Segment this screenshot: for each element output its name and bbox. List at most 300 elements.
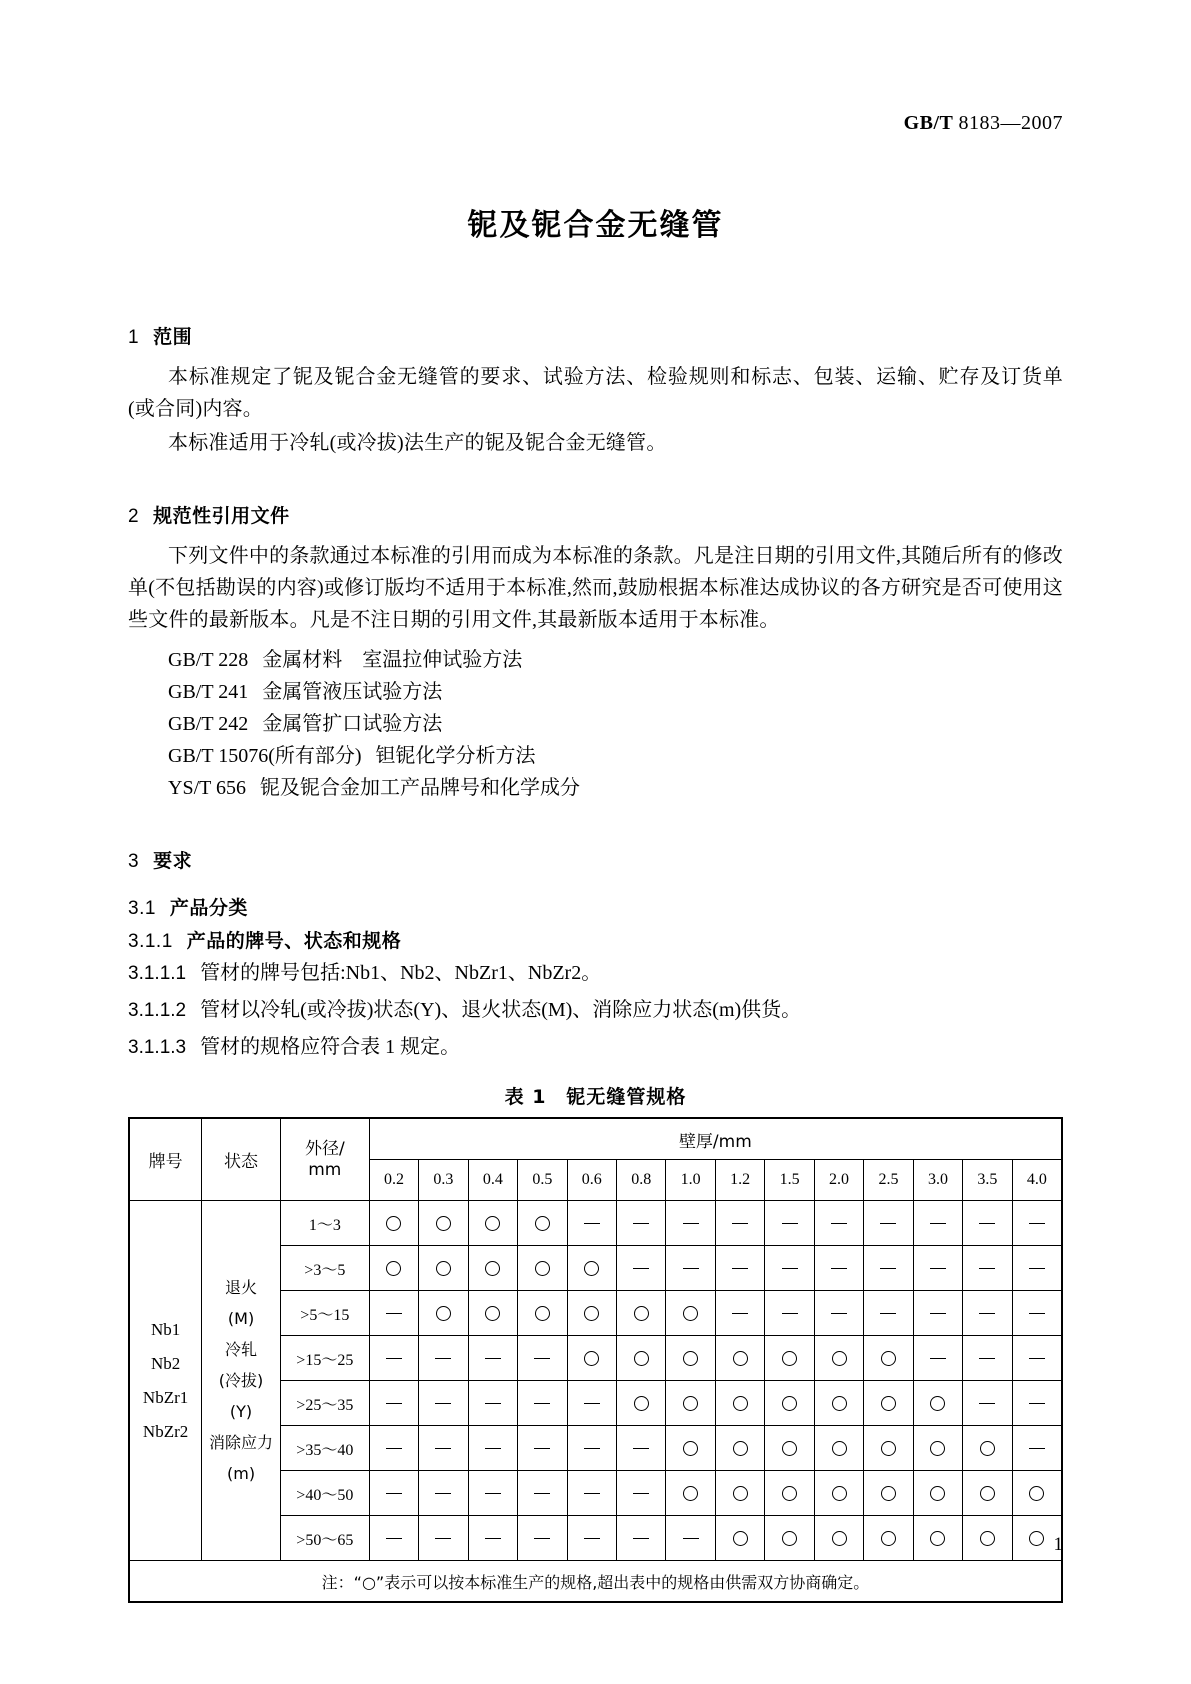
available-circle-icon — [733, 1396, 748, 1411]
mark-cell — [864, 1516, 913, 1561]
outer-diameter-cell: >15～25 — [280, 1336, 369, 1381]
unavailable-dash-icon — [386, 1358, 402, 1359]
available-circle-icon — [535, 1306, 550, 1321]
mark-cell — [468, 1516, 517, 1561]
column-header-grade: 牌号 — [129, 1118, 202, 1201]
section-heading-1 — [128, 322, 1063, 349]
mark-cell — [913, 1516, 962, 1561]
mark-cell — [567, 1516, 616, 1561]
section-heading-2 — [128, 501, 1063, 528]
wall-thickness-header: 0.6 — [567, 1160, 616, 1201]
mark-cell — [419, 1471, 468, 1516]
mark-cell — [765, 1516, 814, 1561]
mark-cell — [765, 1426, 814, 1471]
table-header-row-group — [129, 1118, 1062, 1160]
wall-thickness-header: 0.2 — [369, 1160, 418, 1201]
mark-cell — [765, 1381, 814, 1426]
unavailable-dash-icon — [386, 1538, 402, 1539]
available-circle-icon — [832, 1486, 847, 1501]
mark-cell — [617, 1426, 666, 1471]
grade-value: NbZr2 — [142, 1421, 189, 1441]
mark-cell — [1012, 1291, 1062, 1336]
available-circle-icon — [832, 1441, 847, 1456]
mark-cell — [666, 1246, 715, 1291]
unavailable-dash-icon — [880, 1268, 896, 1269]
mark-cell — [518, 1426, 567, 1471]
unavailable-dash-icon — [1029, 1268, 1045, 1269]
available-circle-icon — [782, 1396, 797, 1411]
reference-code: GB/T 15076(所有部分) — [168, 745, 362, 767]
mark-cell — [468, 1246, 517, 1291]
mark-cell — [518, 1201, 567, 1246]
unavailable-dash-icon — [683, 1268, 699, 1269]
mark-cell — [518, 1246, 567, 1291]
unavailable-dash-icon — [930, 1268, 946, 1269]
unavailable-dash-icon — [485, 1538, 501, 1539]
state-value: (冷拔) — [218, 1371, 264, 1390]
clause-number: 3.1.1.2 — [128, 1000, 187, 1021]
wall-thickness-header: 3.0 — [913, 1160, 962, 1201]
available-circle-icon — [832, 1396, 847, 1411]
unavailable-dash-icon — [633, 1268, 649, 1269]
mark-cell — [468, 1381, 517, 1426]
available-circle-icon — [535, 1261, 550, 1276]
state-value: (Y) — [229, 1402, 253, 1421]
od-unit-line1: 外径/ — [304, 1138, 345, 1159]
standard-code: GB/T — [903, 112, 953, 134]
mark-cell — [617, 1471, 666, 1516]
mark-cell — [468, 1471, 517, 1516]
available-circle-icon — [881, 1351, 896, 1366]
mark-cell — [963, 1426, 1012, 1471]
unavailable-dash-icon — [683, 1223, 699, 1224]
mark-cell — [864, 1471, 913, 1516]
unavailable-dash-icon — [485, 1448, 501, 1449]
available-circle-icon — [386, 1261, 401, 1276]
state-value: (m) — [227, 1464, 256, 1483]
table-note: 注：“○”表示可以按本标准生产的规格,超出表中的规格由供需双方协商确定。 — [129, 1561, 1062, 1603]
available-circle-icon — [832, 1531, 847, 1546]
unavailable-dash-icon — [584, 1538, 600, 1539]
unavailable-dash-icon — [633, 1223, 649, 1224]
available-circle-icon — [683, 1486, 698, 1501]
wall-thickness-header: 3.5 — [963, 1160, 1012, 1201]
clause-text: 管材的牌号包括:Nb1、Nb2、NbZr1、NbZr2。 — [200, 962, 602, 984]
list-item — [128, 644, 1063, 676]
section-heading-3-1 — [128, 893, 1063, 920]
available-circle-icon — [436, 1306, 451, 1321]
unavailable-dash-icon — [979, 1268, 995, 1269]
available-circle-icon — [634, 1351, 649, 1366]
mark-cell — [567, 1291, 616, 1336]
mark-cell — [419, 1426, 468, 1471]
mark-cell — [715, 1336, 764, 1381]
unavailable-dash-icon — [979, 1403, 995, 1404]
wall-thickness-header: 0.8 — [617, 1160, 666, 1201]
mark-cell — [468, 1291, 517, 1336]
clause-3-1-1-3 — [128, 1031, 1063, 1064]
spec-table — [128, 1117, 1063, 1603]
available-circle-icon — [733, 1351, 748, 1366]
available-circle-icon — [832, 1351, 847, 1366]
section-heading-3 — [128, 846, 1063, 873]
state-value: 消除应力 — [209, 1433, 274, 1452]
mark-cell — [864, 1336, 913, 1381]
mark-cell — [814, 1471, 863, 1516]
outer-diameter-cell: >50～65 — [280, 1516, 369, 1561]
unavailable-dash-icon — [584, 1493, 600, 1494]
mark-cell — [567, 1471, 616, 1516]
unavailable-dash-icon — [534, 1538, 550, 1539]
clause-3-1-1-2 — [128, 994, 1063, 1027]
mark-cell — [1012, 1201, 1062, 1246]
unavailable-dash-icon — [435, 1403, 451, 1404]
section-number: 2 — [128, 506, 140, 527]
mark-cell — [419, 1336, 468, 1381]
available-circle-icon — [782, 1441, 797, 1456]
mark-cell — [913, 1471, 962, 1516]
mark-cell — [864, 1246, 913, 1291]
mark-cell — [765, 1201, 814, 1246]
column-header-state: 状态 — [202, 1118, 281, 1201]
mark-cell — [518, 1381, 567, 1426]
unavailable-dash-icon — [485, 1493, 501, 1494]
mark-cell — [765, 1471, 814, 1516]
mark-cell — [369, 1291, 418, 1336]
mark-cell — [715, 1291, 764, 1336]
unavailable-dash-icon — [435, 1358, 451, 1359]
mark-cell — [666, 1426, 715, 1471]
unavailable-dash-icon — [584, 1223, 600, 1224]
unavailable-dash-icon — [435, 1538, 451, 1539]
section-number: 1 — [128, 327, 140, 348]
column-header-wall-thickness-group: 壁厚/mm — [369, 1118, 1062, 1160]
mark-cell — [419, 1516, 468, 1561]
state-value: 退火 — [225, 1278, 258, 1297]
mark-cell — [617, 1246, 666, 1291]
available-circle-icon — [782, 1351, 797, 1366]
mark-cell — [369, 1201, 418, 1246]
unavailable-dash-icon — [831, 1313, 847, 1314]
grade-cell — [129, 1201, 202, 1561]
page-number: 1 — [1053, 1534, 1063, 1555]
reference-code: GB/T 228 — [168, 649, 249, 671]
mark-cell — [814, 1246, 863, 1291]
clause-number: 3.1.1.1 — [128, 963, 187, 984]
unavailable-dash-icon — [1029, 1358, 1045, 1359]
unavailable-dash-icon — [979, 1223, 995, 1224]
unavailable-dash-icon — [979, 1358, 995, 1359]
mark-cell — [814, 1201, 863, 1246]
available-circle-icon — [584, 1351, 599, 1366]
available-circle-icon — [634, 1306, 649, 1321]
available-circle-icon — [733, 1531, 748, 1546]
unavailable-dash-icon — [1029, 1403, 1045, 1404]
table-note-row — [129, 1561, 1062, 1603]
unavailable-dash-icon — [584, 1448, 600, 1449]
mark-cell — [814, 1291, 863, 1336]
available-circle-icon — [535, 1216, 550, 1231]
unavailable-dash-icon — [485, 1358, 501, 1359]
unavailable-dash-icon — [732, 1223, 748, 1224]
unavailable-dash-icon — [534, 1403, 550, 1404]
reference-code: GB/T 241 — [168, 681, 249, 703]
available-circle-icon — [485, 1216, 500, 1231]
unavailable-dash-icon — [633, 1538, 649, 1539]
mark-cell — [419, 1201, 468, 1246]
wall-thickness-header: 2.5 — [864, 1160, 913, 1201]
available-circle-icon — [634, 1396, 649, 1411]
mark-cell — [567, 1246, 616, 1291]
mark-cell — [617, 1516, 666, 1561]
available-circle-icon — [1029, 1531, 1044, 1546]
available-circle-icon — [930, 1486, 945, 1501]
mark-cell — [864, 1426, 913, 1471]
mark-cell — [666, 1201, 715, 1246]
table-row — [129, 1201, 1062, 1246]
mark-cell — [567, 1426, 616, 1471]
mark-cell — [468, 1336, 517, 1381]
outer-diameter-cell: >3～5 — [280, 1246, 369, 1291]
unavailable-dash-icon — [435, 1448, 451, 1449]
outer-diameter-cell: 1～3 — [280, 1201, 369, 1246]
available-circle-icon — [930, 1441, 945, 1456]
mark-cell — [913, 1291, 962, 1336]
outer-diameter-cell: >5～15 — [280, 1291, 369, 1336]
unavailable-dash-icon — [1029, 1313, 1045, 1314]
available-circle-icon — [584, 1261, 599, 1276]
mark-cell — [369, 1426, 418, 1471]
mark-cell — [963, 1471, 1012, 1516]
unavailable-dash-icon — [930, 1358, 946, 1359]
mark-cell — [963, 1516, 1012, 1561]
list-item — [128, 676, 1063, 708]
available-circle-icon — [881, 1441, 896, 1456]
mark-cell — [617, 1291, 666, 1336]
scope-paragraph-2: 本标准适用于冷轧(或冷拔)法生产的铌及铌合金无缝管。 — [168, 432, 667, 454]
available-circle-icon — [584, 1306, 599, 1321]
unavailable-dash-icon — [386, 1493, 402, 1494]
available-circle-icon — [436, 1216, 451, 1231]
mark-cell — [715, 1471, 764, 1516]
available-circle-icon — [485, 1261, 500, 1276]
unavailable-dash-icon — [880, 1223, 896, 1224]
outer-diameter-cell: >35～40 — [280, 1426, 369, 1471]
available-circle-icon — [881, 1531, 896, 1546]
section-title: 产品分类 — [169, 897, 248, 919]
mark-cell — [864, 1291, 913, 1336]
state-cell — [202, 1201, 281, 1561]
mark-cell — [963, 1381, 1012, 1426]
unavailable-dash-icon — [683, 1538, 699, 1539]
unavailable-dash-icon — [386, 1313, 402, 1314]
mark-cell — [567, 1201, 616, 1246]
available-circle-icon — [733, 1486, 748, 1501]
unavailable-dash-icon — [732, 1313, 748, 1314]
mark-cell — [1012, 1426, 1062, 1471]
mark-cell — [567, 1381, 616, 1426]
available-circle-icon — [782, 1531, 797, 1546]
unavailable-dash-icon — [435, 1493, 451, 1494]
mark-cell — [419, 1291, 468, 1336]
available-circle-icon — [980, 1531, 995, 1546]
unavailable-dash-icon — [386, 1403, 402, 1404]
column-header-outer-diameter — [280, 1118, 369, 1201]
wall-thickness-header: 2.0 — [814, 1160, 863, 1201]
state-value: 冷轧 — [225, 1340, 258, 1359]
mark-cell — [963, 1336, 1012, 1381]
clause-number: 3.1.1.3 — [128, 1037, 187, 1058]
unavailable-dash-icon — [386, 1448, 402, 1449]
reference-name: 金属管扩口试验方法 — [262, 713, 443, 735]
available-circle-icon — [881, 1396, 896, 1411]
clause-text: 管材以冷轧(或冷拔)状态(Y)、退火状态(M)、消除应力状态(m)供货。 — [200, 999, 802, 1021]
mark-cell — [369, 1516, 418, 1561]
available-circle-icon — [485, 1306, 500, 1321]
available-circle-icon — [980, 1441, 995, 1456]
mark-cell — [963, 1246, 1012, 1291]
mark-cell — [518, 1516, 567, 1561]
mark-cell — [715, 1246, 764, 1291]
section-title: 规范性引用文件 — [153, 505, 290, 527]
section-number: 3 — [128, 851, 140, 872]
mark-cell — [1012, 1246, 1062, 1291]
grade-value: Nb1 — [150, 1319, 181, 1339]
wall-thickness-header: 4.0 — [1012, 1160, 1062, 1201]
available-circle-icon — [436, 1261, 451, 1276]
list-item — [128, 772, 1063, 804]
wall-thickness-header: 1.2 — [715, 1160, 764, 1201]
mark-cell — [518, 1471, 567, 1516]
normative-intro-paragraph: 下列文件中的条款通过本标准的引用而成为本标准的条款。凡是注日期的引用文件,其随后所有的修改单(不包括勘误的内容)或修订版均不适用于本标准,然而,鼓励根据本标准达成协议的各方研究是否可使用这些文件的最新版本。凡是不注日期的引用文件,其最新版本适用于本标准。 — [128, 545, 1063, 631]
clause-3-1-1-1 — [128, 957, 1063, 990]
unavailable-dash-icon — [930, 1313, 946, 1314]
available-circle-icon — [733, 1441, 748, 1456]
mark-cell — [1012, 1471, 1062, 1516]
mark-cell — [468, 1426, 517, 1471]
mark-cell — [666, 1471, 715, 1516]
mark-cell — [617, 1336, 666, 1381]
unavailable-dash-icon — [732, 1268, 748, 1269]
scope-paragraph-1: 本标准规定了铌及铌合金无缝管的要求、试验方法、检验规则和标志、包装、运输、贮存及订货单(或合同)内容。 — [128, 366, 1063, 420]
reference-name: 铌及铌合金加工产品牌号和化学成分 — [259, 777, 580, 799]
grade-value: Nb2 — [150, 1353, 181, 1373]
unavailable-dash-icon — [633, 1448, 649, 1449]
mark-cell — [715, 1426, 764, 1471]
unavailable-dash-icon — [782, 1223, 798, 1224]
reference-name: 金属管液压试验方法 — [262, 681, 443, 703]
mark-cell — [715, 1516, 764, 1561]
mark-cell — [913, 1246, 962, 1291]
mark-cell — [369, 1336, 418, 1381]
reference-name: 钽铌化学分析方法 — [375, 745, 536, 767]
outer-diameter-cell: >25～35 — [280, 1381, 369, 1426]
od-unit-line2: mm — [308, 1159, 342, 1180]
list-item — [128, 708, 1063, 740]
section-title: 要求 — [153, 850, 193, 872]
mark-cell — [369, 1471, 418, 1516]
grade-value: NbZr1 — [142, 1387, 189, 1407]
available-circle-icon — [1029, 1486, 1044, 1501]
mark-cell — [369, 1381, 418, 1426]
available-circle-icon — [881, 1486, 896, 1501]
unavailable-dash-icon — [782, 1313, 798, 1314]
section-title: 范围 — [153, 326, 193, 348]
mark-cell — [666, 1336, 715, 1381]
available-circle-icon — [930, 1396, 945, 1411]
unavailable-dash-icon — [930, 1223, 946, 1224]
wall-thickness-header: 0.3 — [419, 1160, 468, 1201]
mark-cell — [913, 1336, 962, 1381]
section-title: 产品的牌号、状态和规格 — [186, 930, 402, 952]
mark-cell — [617, 1201, 666, 1246]
available-circle-icon — [683, 1351, 698, 1366]
mark-cell — [468, 1201, 517, 1246]
unavailable-dash-icon — [880, 1313, 896, 1314]
mark-cell — [913, 1201, 962, 1246]
mark-cell — [765, 1336, 814, 1381]
mark-cell — [419, 1381, 468, 1426]
section-heading-3-1-1 — [128, 926, 1063, 953]
mark-cell — [567, 1336, 616, 1381]
wall-thickness-header: 1.5 — [765, 1160, 814, 1201]
reference-code: YS/T 656 — [168, 777, 246, 799]
available-circle-icon — [386, 1216, 401, 1231]
normative-reference-list — [128, 644, 1063, 804]
reference-name: 金属材料 室温拉伸试验方法 — [262, 649, 523, 671]
mark-cell — [518, 1336, 567, 1381]
reference-code: GB/T 242 — [168, 713, 249, 735]
unavailable-dash-icon — [1029, 1448, 1045, 1449]
available-circle-icon — [782, 1486, 797, 1501]
clause-text: 管材的规格应符合表 1 规定。 — [200, 1036, 461, 1058]
wall-thickness-header: 1.0 — [666, 1160, 715, 1201]
mark-cell — [715, 1201, 764, 1246]
list-item — [128, 740, 1063, 772]
mark-cell — [666, 1291, 715, 1336]
mark-cell — [666, 1381, 715, 1426]
unavailable-dash-icon — [782, 1268, 798, 1269]
mark-cell — [864, 1381, 913, 1426]
available-circle-icon — [683, 1441, 698, 1456]
unavailable-dash-icon — [1029, 1223, 1045, 1224]
section-number: 3.1 — [128, 898, 156, 919]
page-title: 铌及铌合金无缝管 — [467, 208, 724, 243]
unavailable-dash-icon — [584, 1403, 600, 1404]
mark-cell — [913, 1381, 962, 1426]
mark-cell — [666, 1516, 715, 1561]
unavailable-dash-icon — [979, 1313, 995, 1314]
mark-cell — [765, 1246, 814, 1291]
table-head — [129, 1118, 1062, 1201]
mark-cell — [814, 1516, 863, 1561]
mark-cell — [765, 1291, 814, 1336]
wall-thickness-header: 0.4 — [468, 1160, 517, 1201]
wall-thickness-header: 0.5 — [518, 1160, 567, 1201]
mark-cell — [913, 1426, 962, 1471]
section-number: 3.1.1 — [128, 931, 173, 952]
available-circle-icon — [980, 1486, 995, 1501]
available-circle-icon — [683, 1306, 698, 1321]
mark-cell — [963, 1201, 1012, 1246]
mark-cell — [1012, 1336, 1062, 1381]
state-value: (M) — [227, 1309, 255, 1328]
document-content — [128, 0, 1063, 1603]
unavailable-dash-icon — [831, 1223, 847, 1224]
unavailable-dash-icon — [485, 1403, 501, 1404]
mark-cell — [715, 1381, 764, 1426]
mark-cell — [814, 1381, 863, 1426]
